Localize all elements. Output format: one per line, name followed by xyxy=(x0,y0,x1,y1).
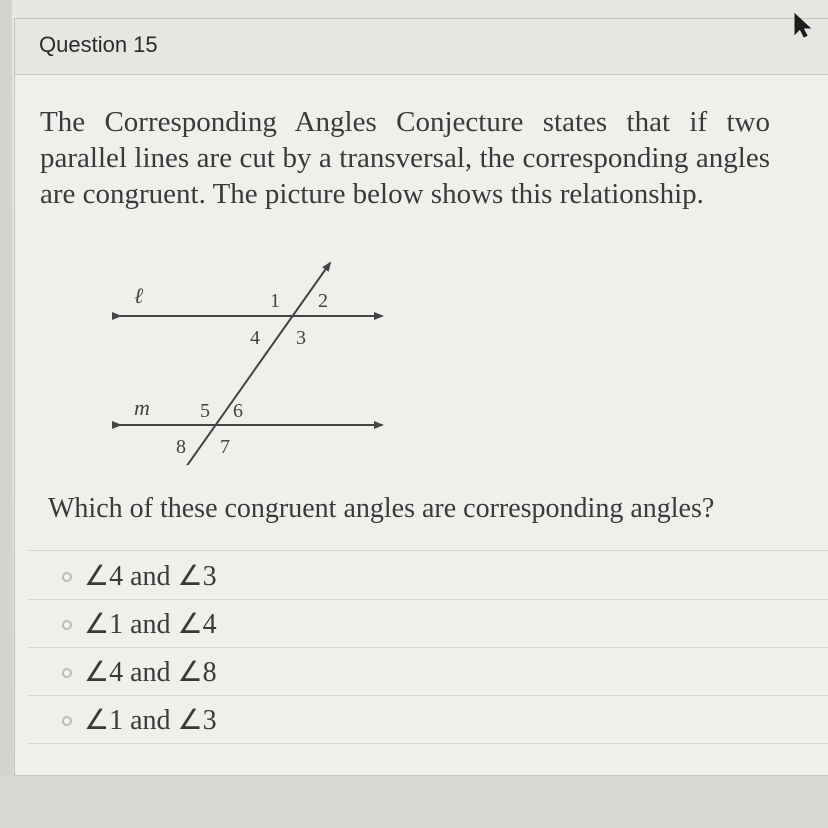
sub-question: Which of these congruent angles are corresponding angles? xyxy=(48,493,715,524)
answer-option-4[interactable] xyxy=(28,696,828,744)
radio-button[interactable] xyxy=(62,668,72,678)
line-l-label: ℓ xyxy=(134,283,144,308)
transversal-line xyxy=(186,263,330,465)
answers-divider xyxy=(28,550,828,551)
answer-label: ∠4 and ∠3 xyxy=(84,561,217,592)
line-m-label: m xyxy=(134,395,150,420)
angle-4-label: 4 xyxy=(250,327,260,349)
angle-5-label: 5 xyxy=(200,400,210,422)
answer-option-3[interactable] xyxy=(28,648,828,696)
page-bottom-area xyxy=(0,776,828,828)
answer-option-2[interactable] xyxy=(28,600,828,648)
answer-label: ∠1 and ∠3 xyxy=(84,705,217,736)
angle-3-label: 3 xyxy=(296,327,306,349)
answer-label: ∠1 and ∠4 xyxy=(84,609,217,640)
angle-6-label: 6 xyxy=(233,400,243,422)
radio-button[interactable] xyxy=(62,716,72,726)
answer-option-1[interactable] xyxy=(28,552,828,600)
question-prompt: The Corresponding Angles Conjecture states that if two parallel lines are cut by a transversal, the corresponding angles are congruent. The picture below shows this relationship. xyxy=(40,106,770,210)
question-title: Question 15 xyxy=(39,32,158,57)
angle-8-label: 8 xyxy=(176,436,186,458)
answer-list xyxy=(28,552,828,744)
radio-button[interactable] xyxy=(62,572,72,582)
answer-label: ∠4 and ∠8 xyxy=(84,657,217,688)
angle-7-label: 7 xyxy=(220,436,230,458)
screen-left-edge xyxy=(0,0,12,828)
angle-1-label: 1 xyxy=(270,290,280,312)
angle-2-label: 2 xyxy=(318,290,328,312)
question-header xyxy=(15,19,828,75)
mouse-pointer-icon xyxy=(792,12,812,38)
parallel-lines-figure xyxy=(100,255,400,465)
radio-button[interactable] xyxy=(62,620,72,630)
